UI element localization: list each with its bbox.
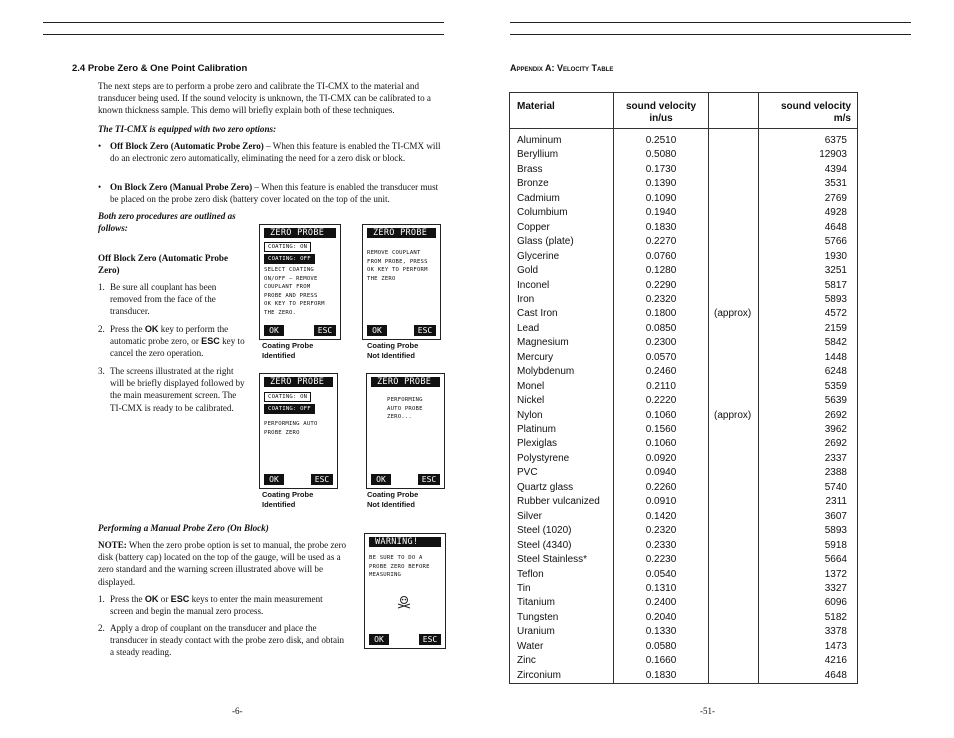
cell-m-s: 5664 [824,554,847,566]
screen-line: SELECT COATING [264,267,314,273]
cell-m-s: 3962 [824,424,847,435]
cell-material: Teflon [517,568,544,580]
column-header-material: Material [517,101,555,112]
caption-coating-identified-2 [262,490,313,509]
screen-line: PROBE ZERO BEFORE [369,563,430,570]
cell-material: Nickel [517,395,545,407]
table-row [510,596,857,611]
table-row [510,264,857,279]
cell-m-s: 5740 [824,481,847,493]
cell-material: Copper [517,221,550,233]
ok-softkey: OK [264,325,284,336]
manual-step-2-text: Apply a drop of couplant on the transducer and place the transducer in steady contact with the probe zero disk, and obtain a steady reading. [110,623,345,658]
cell-in-us: 0.0580 [645,640,677,652]
step-1-text: Be sure all couplant has been removed from the face of the transducer. [110,282,217,317]
screen-title: ZERO PROBE [367,228,436,238]
column-header-line: m/s [833,113,851,124]
screen-line: THE ZERO. [264,309,297,316]
screen-line: PROBE AND PRESS [264,292,318,299]
caption-line: Coating Probe [367,341,419,350]
esc-softkey: ESC [419,634,441,645]
cell-in-us: 0.1280 [645,265,677,277]
cell-m-s: 4394 [824,163,847,175]
cell-material: Plexiglas [517,438,558,450]
step-number: 3. [98,366,105,376]
screen-line: FROM PROBE, PRESS [367,258,428,265]
cell-material: Tungsten [517,611,559,623]
screen-line: PERFORMING AUTO [264,421,318,427]
screen-line: PERFORMING [387,397,423,403]
table-row [510,365,857,380]
cell-in-us: 0.1560 [645,424,677,435]
cell-in-us: 0.2260 [645,481,677,493]
bullet-off-block-title: Off Block Zero (Automatic Probe Zero) [110,141,264,151]
caption-line: Identified [262,350,296,360]
step-number: 1. [98,282,105,292]
esc-softkey: ESC [311,474,333,485]
cell-material: Magnesium [517,337,569,349]
header-rule-right-bottom [510,34,911,35]
header-rule-right-top [510,22,911,23]
table-row [510,625,857,640]
manual-step-1 [98,593,348,617]
ok-softkey: OK [369,634,389,645]
caption-line: Coating Probe [262,490,314,499]
cell-m-s: 2388 [824,467,847,479]
cell-in-us: 0.1330 [645,626,677,638]
cell-in-us: 0.1310 [645,582,677,594]
step-3 [98,365,248,414]
caption-coating-not-identified [367,341,418,360]
screen-title: ZERO PROBE [371,377,440,387]
cell-material: Beryllium [517,149,559,161]
cell-in-us: 0.2460 [645,366,677,378]
velocity-table [509,92,858,684]
cell-material: Aluminum [517,135,562,146]
table-row [510,351,857,366]
coating-on-option: COATING: ON [264,392,311,402]
cell-in-us: 0.0850 [645,322,677,334]
table-row [510,524,857,539]
note-label: NOTE: [98,540,127,550]
manual-step-1-or: or [158,594,171,604]
cell-material: Nylon [517,409,543,421]
screen-title: WARNING! [369,537,441,547]
cell-in-us: 0.2040 [645,611,677,623]
cell-in-us: 0.0910 [645,496,677,508]
cell-m-s: 5359 [824,380,847,392]
cell-m-s: 4572 [824,308,847,320]
cell-in-us: 0.1390 [645,178,677,190]
cell-m-s: 5893 [824,525,847,537]
table-row [510,452,857,467]
note-paragraph [98,539,350,588]
appendix-title: Appendix A: Velocity Table [510,63,614,73]
manual-step-2 [98,622,348,659]
screen-performing-auto-zero-identified [259,373,338,489]
table-row [510,394,857,409]
table-row [510,322,857,337]
cell-in-us: 0.2220 [645,395,677,407]
header-rule-left-bottom [43,34,444,35]
cell-m-s: 5182 [824,611,847,623]
cell-material: Iron [517,293,535,305]
cell-m-s: 4928 [824,207,847,219]
table-row [510,192,857,207]
cell-m-s: 6375 [824,135,847,146]
page-number-right: -51- [700,706,715,716]
cell-in-us: 0.2230 [645,554,677,566]
cell-in-us: 0.2400 [645,597,677,609]
screen-line: OK KEY TO PERFORM [264,301,325,308]
cell-in-us: 0.5080 [645,149,677,161]
step-number: 2. [98,623,105,633]
screen-line: OK KEY TO PERFORM [367,267,428,274]
bullet-on-block-text: – When this feature is enabled the transducer must be placed on the probe zero disk (battery cover located on the top of the unit. [110,182,439,205]
cell-m-s: 6248 [824,366,847,378]
cell-m-s: 3251 [824,265,847,277]
cell-m-s: 1930 [824,250,847,262]
table-row [510,380,857,395]
cell-material: Molybdenum [517,366,575,378]
cell-m-s: 5918 [824,539,847,551]
cell-m-s: 1473 [824,640,847,652]
cell-in-us: 0.2110 [646,380,676,392]
both-line-1: Both zero procedures are outlined as [98,211,236,221]
screen-line: ON/OFF – REMOVE [264,275,318,282]
table-row [510,293,857,308]
both-procedures-note [98,210,258,234]
cell-in-us: 0.1830 [645,221,677,233]
table-row [510,279,857,294]
cell-m-s: 2769 [824,192,847,204]
section-title: 2.4 Probe Zero & One Point Calibration [72,63,248,74]
cell-in-us: 0.0760 [645,250,677,262]
cell-material: Glycerine [517,250,560,262]
table-row [510,437,857,452]
table-row [510,206,857,221]
cell-material: Titanium [517,597,555,609]
cell-in-us: 0.1800 [645,308,677,320]
off-block-heading-line1: Off Block Zero (Automatic Probe [98,253,228,263]
screen-zero-probe-coating-identified [259,224,341,340]
esc-softkey: ESC [314,325,336,336]
header-rule-left-top [43,22,444,23]
cell-m-s: 2692 [824,409,847,421]
esc-key-label: ESC [201,336,220,347]
table-row [510,568,857,583]
table-row [510,409,857,424]
off-block-heading-line2: Zero) [98,265,120,276]
cell-in-us: 0.2320 [645,525,677,537]
table-row [510,235,857,250]
cell-in-us: 0.1940 [645,207,677,219]
cell-in-us: 0.2330 [645,539,677,551]
cell-material: Rubber vulcanized [517,496,600,508]
cell-m-s: 5817 [824,279,847,291]
cell-material: Columbium [517,207,568,219]
cell-material: Inconel [517,279,550,291]
step-number: 1. [98,594,105,604]
cell-m-s: 12903 [819,149,847,161]
screen-title: ZERO PROBE [264,228,336,238]
cell-in-us: 0.1420 [645,510,677,522]
cell-material: Cast Iron [517,308,558,320]
cell-m-s: 2692 [824,438,847,450]
bullet-on-block [98,181,444,205]
step-3-text: The screens illustrated at the right will be briefly displayed followed by the main measurement screen. The TI-CMX is ready to be calibrated. [110,366,245,413]
column-header-line: sound velocity [780,101,851,112]
cell-material: Brass [517,163,543,175]
cell-material: Quartz glass [517,481,574,493]
cell-material: Mercury [517,351,554,363]
screen-zero-probe-not-identified [362,224,441,340]
table-row [510,654,857,669]
table-row [510,307,857,322]
cell-m-s: 3378 [824,626,847,638]
cell-material: Uranium [517,626,555,638]
bullet-off-block-text: – When this feature is enabled the TI-CMX will do an electronic zero automatically, eliminating the need for a zero disk or block. [110,141,441,164]
table-row [510,250,857,265]
table-row [510,669,857,684]
screen-warning [364,533,446,649]
screen-line: AUTO PROBE [387,405,423,412]
cell-m-s: 5639 [824,395,847,407]
screen-line: ZERO... [387,414,412,421]
intro-paragraph: The next steps are to perform a probe zero and calibrate the TI-CMX to the material and transducer being used. If the sound velocity is unknown, the TI-CMX can be calibrated to a known thickness sample. This demo will briefly explain both of these techniques. [98,81,431,116]
caption-line: Coating Probe [367,490,419,499]
table-row [510,611,857,626]
table-row [510,177,857,192]
table-row [510,336,857,351]
cell-in-us: 0.2270 [645,236,677,248]
cell-in-us: 0.1060 [645,409,677,421]
cell-m-s: 3607 [824,510,847,522]
cell-in-us: 0.2320 [645,293,677,305]
table-row [510,163,857,178]
cell-m-s: 3531 [824,178,847,190]
table-row [510,553,857,568]
bullet-off-block [98,140,444,164]
cell-m-s: 4216 [824,655,847,667]
cell-in-us: 0.1060 [645,438,677,450]
cell-in-us: 0.2300 [645,337,677,349]
caption-line: Coating Probe [262,341,314,350]
cell-in-us: 0.2510 [645,135,677,146]
cell-in-us: 0.1660 [645,655,677,667]
screen-line: BE SURE TO DO A [369,555,423,561]
cell-m-s: 4648 [824,221,847,233]
cell-m-s: 5893 [824,293,847,305]
screen-line: PROBE ZERO [264,429,300,436]
table-row [510,582,857,597]
manual-step-1-text-b: keys to enter the main measurement screen and begin the manual zero process. [110,594,323,617]
cell-material: Zinc [517,655,536,667]
screen-performing-auto-zero-not-identified [366,373,445,489]
both-line-2: follows: [98,223,128,234]
esc-softkey: ESC [418,474,440,485]
cell-note: (approx) [714,409,752,421]
caption-coating-not-identified-2 [367,490,418,509]
table-row [510,221,857,236]
column-header-in-us [614,101,708,125]
cell-in-us: 0.0540 [645,568,677,580]
cell-in-us: 0.2290 [645,279,677,291]
table-row [510,481,857,496]
cell-material: Monel [517,380,545,392]
cell-material: Bronze [517,178,549,190]
coating-on-option: COATING: ON [264,242,311,252]
table-row [510,510,857,525]
cell-m-s: 2159 [824,322,847,334]
cell-m-s: 5766 [824,236,847,248]
caption-line: Not Identified [367,350,415,360]
ok-softkey: OK [371,474,391,485]
cell-m-s: 1448 [824,351,847,363]
step-2-text-c: key to cancel the zero operation. [110,336,245,359]
equipped-line: The TI-CMX is equipped with two zero options: [98,124,277,134]
cell-material: PVC [517,467,538,479]
cell-m-s: 2311 [825,496,847,508]
note-text: When the zero probe option is set to manual, the probe zero disk (battery cap) located on the top of the gauge, will be used as a zero standard and the warning screen illustrated above will be displayed. [98,540,347,587]
cell-material: Polystyrene [517,452,570,464]
cell-material: Gold [517,265,539,277]
cell-m-s: 2337 [824,452,847,464]
skull-crossbones-icon [396,595,412,609]
cell-material: Glass (plate) [517,236,574,248]
screen-line: MEASURING [369,572,402,579]
step-1 [98,281,248,318]
screen-title: ZERO PROBE [264,377,333,387]
cell-material: Steel (1020) [517,525,572,537]
cell-m-s: 1372 [824,568,847,580]
caption-line: Not Identified [367,499,415,509]
cell-material: Lead [517,322,540,334]
header-divider [510,128,857,129]
table-row [510,423,857,438]
step-2 [98,323,248,360]
bullet-on-block-title: On Block Zero (Manual Probe Zero) [110,182,253,192]
cell-material: Water [517,640,544,652]
cell-m-s: 3327 [824,582,847,594]
ok-softkey: OK [367,325,387,336]
bullet-dot: • [98,141,102,151]
cell-material: Steel (4340) [517,539,572,551]
cell-material: Cadmium [517,192,560,204]
coating-off-option: COATING: OFF [264,404,315,414]
esc-key-label: ESC [170,594,190,604]
table-row [510,134,857,149]
cell-m-s: 5842 [824,337,847,349]
cell-material: Tin [517,582,531,594]
off-block-heading [98,252,258,276]
manual-zero-heading: Performing a Manual Probe Zero (On Block) [98,523,269,533]
caption-line: Identified [262,499,296,509]
table-row [510,148,857,163]
table-row [510,466,857,481]
cell-m-s: 4648 [824,669,847,681]
esc-softkey: ESC [414,325,436,336]
caption-coating-identified [262,341,313,360]
cell-material: Silver [517,510,543,522]
cell-in-us: 0.0570 [645,351,677,363]
bullet-dot: • [98,182,102,192]
step-2-text-a: Press the [110,324,145,334]
column-header-m-s [759,101,851,125]
cell-in-us: 0.0940 [645,467,677,479]
cell-in-us: 0.1830 [645,669,677,681]
table-row [510,539,857,554]
coating-off-option: COATING: OFF [264,254,315,264]
column-header-line: sound velocity [625,101,696,112]
table-row [510,640,857,655]
cell-material: Zirconium [517,669,561,681]
cell-note: (approx) [714,308,752,320]
column-header-line: in/us [649,113,673,124]
page-number-left: -6- [232,706,243,716]
cell-in-us: 0.0920 [645,452,677,464]
step-2-text-b: key to perform the automatic probe zero, or [110,324,229,347]
manual-step-1-text-a: Press the [110,594,145,604]
ok-key-label: OK [144,324,159,334]
table-row [510,495,857,510]
screen-line: COUPLANT FROM [264,284,311,291]
screen-line: THE ZERO [367,275,396,282]
cell-in-us: 0.1090 [645,192,677,204]
cell-material: Steel Stainless* [517,554,588,566]
cell-m-s: 6096 [824,597,847,609]
cell-in-us: 0.1730 [645,163,677,175]
ok-softkey: OK [264,474,284,485]
ok-key-label: OK [144,594,159,604]
cell-material: Platinum [517,424,556,435]
step-number: 2. [98,324,105,334]
screen-line: REMOVE COUPLANT [367,250,421,256]
